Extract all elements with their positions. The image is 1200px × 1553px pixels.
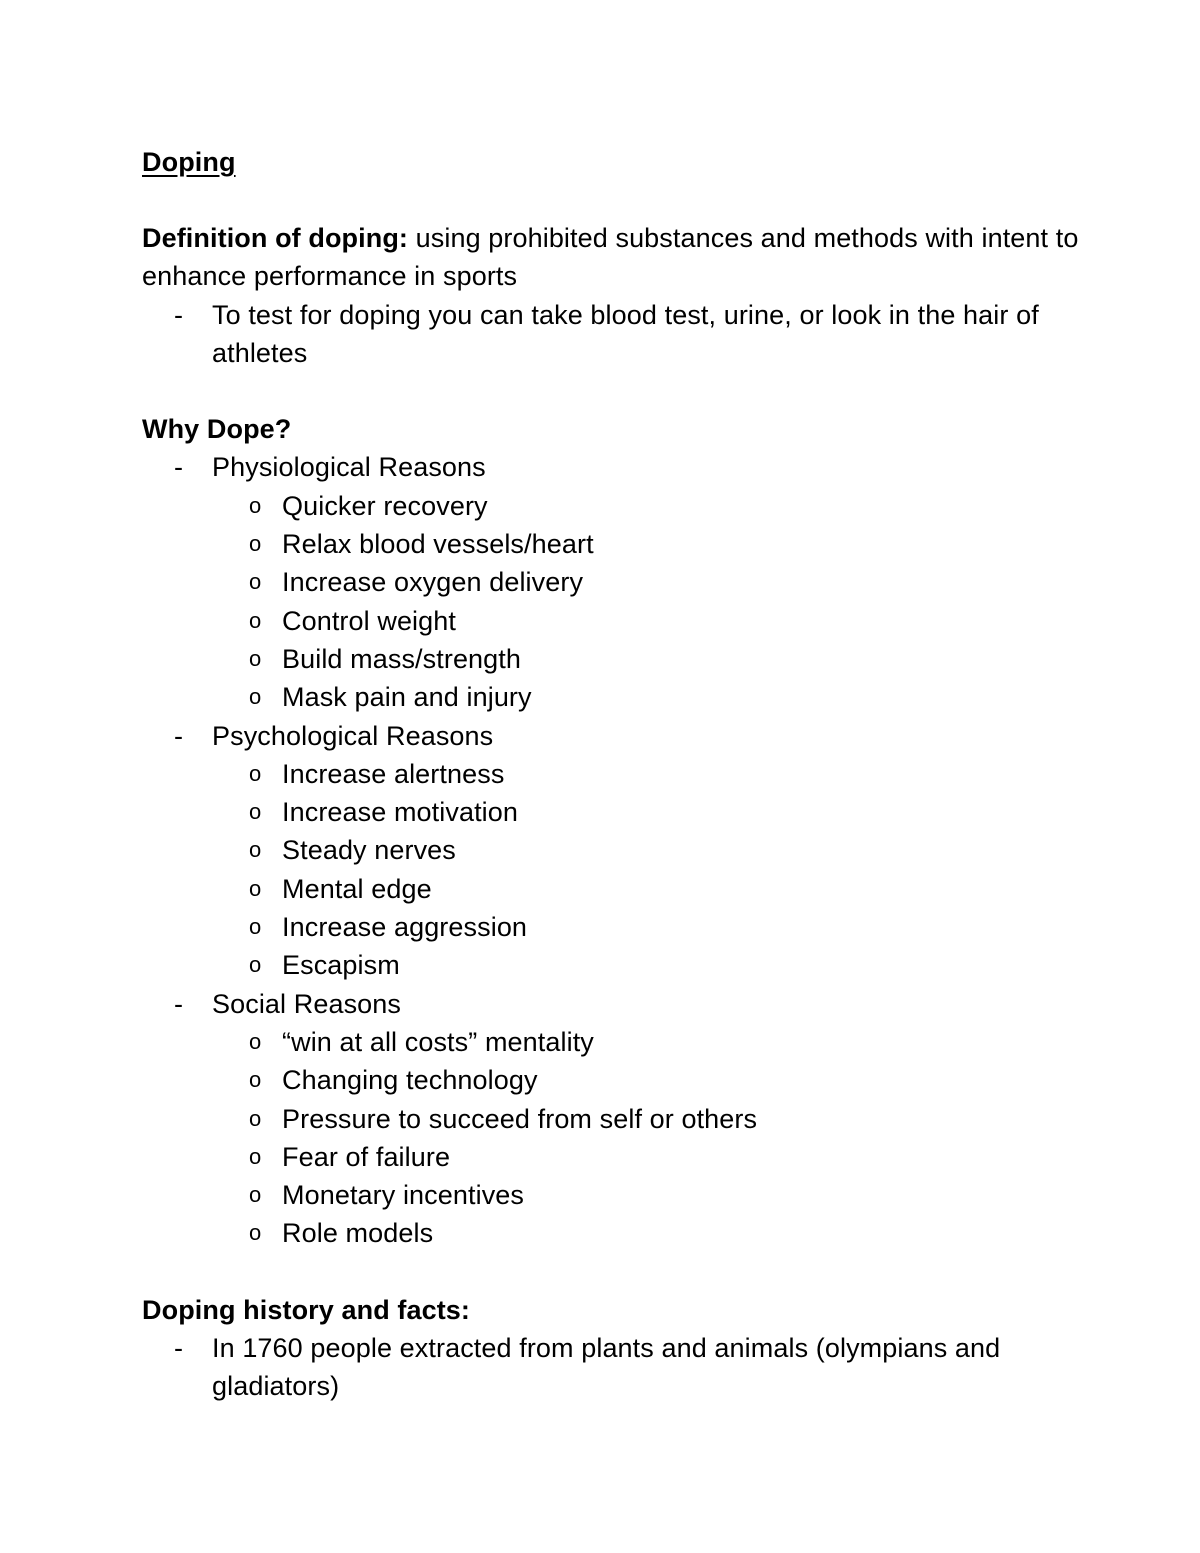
list-item (212, 755, 1082, 793)
list-item (212, 640, 1082, 678)
list-item (212, 1023, 1082, 1061)
group-items (212, 755, 1082, 985)
circle-marker: o (249, 569, 262, 595)
why-groups (142, 448, 1082, 1252)
group-label: Psychological Reasons (212, 720, 494, 751)
list-item-text: Mental edge (282, 873, 432, 904)
list-item (142, 296, 1082, 373)
definition-label: Definition of doping: (142, 223, 409, 253)
list-item (212, 1176, 1082, 1214)
circle-marker: o (249, 1182, 262, 1208)
list-item (212, 831, 1082, 869)
circle-marker: o (249, 1220, 262, 1246)
why-heading: Why Dope? (142, 414, 292, 445)
group-label: Physiological Reasons (212, 452, 486, 483)
list-item-text: Build mass/strength (282, 643, 522, 674)
list-item-text: Increase alertness (282, 758, 505, 789)
group-items (212, 1023, 1082, 1253)
list-item (212, 525, 1082, 563)
list-item-text: Increase oxygen delivery (282, 567, 584, 598)
list-item-text: Escapism (282, 950, 400, 981)
circle-marker: o (249, 684, 262, 710)
circle-marker: o (249, 492, 262, 518)
list-item-text: Role models (282, 1218, 434, 1249)
list-item-text: “win at all costs” mentality (282, 1026, 594, 1057)
group-psychological (142, 717, 1082, 985)
list-item (212, 487, 1082, 525)
group-label: Social Reasons (212, 988, 402, 1019)
list-item-text: Quicker recovery (282, 490, 488, 521)
list-item (212, 602, 1082, 640)
dash-marker: - (174, 452, 184, 483)
dash-marker: - (174, 988, 184, 1019)
circle-marker: o (249, 1105, 262, 1131)
list-item (212, 793, 1082, 831)
list-item (212, 1061, 1082, 1099)
list-item-text: Increase aggression (282, 912, 528, 943)
list-item (212, 1138, 1082, 1176)
list-item (212, 1100, 1082, 1138)
spacer (142, 372, 1082, 410)
dash-marker: - (174, 299, 184, 330)
circle-marker: o (249, 760, 262, 786)
list-item (212, 1214, 1082, 1252)
list-item-text: Fear of failure (282, 1141, 451, 1172)
list-item (142, 1329, 1082, 1406)
list-item-text: Control weight (282, 605, 456, 636)
group-social (142, 985, 1082, 1253)
list-item (212, 678, 1082, 716)
circle-marker: o (249, 607, 262, 633)
circle-marker: o (249, 799, 262, 825)
circle-marker: o (249, 1028, 262, 1054)
group-physiological (142, 448, 1082, 716)
list-item (212, 946, 1082, 984)
group-items (212, 487, 1082, 717)
definition-notes (142, 296, 1082, 373)
circle-marker: o (249, 1067, 262, 1093)
circle-marker: o (249, 1143, 262, 1169)
document-page (142, 143, 1082, 1406)
spacer (142, 181, 1082, 219)
list-item-text: In 1760 people extracted from plants and animals (olympians and gladiators) (212, 1333, 1001, 1402)
list-item-text: Monetary incentives (282, 1180, 525, 1211)
list-item-text: Steady nerves (282, 835, 456, 866)
history-items (142, 1329, 1082, 1406)
dash-marker: - (174, 1333, 184, 1364)
circle-marker: o (249, 952, 262, 978)
list-item-text: Mask pain and injury (282, 682, 532, 713)
history-heading: Doping history and facts: (142, 1294, 471, 1325)
list-item (212, 908, 1082, 946)
document-title: Doping (142, 147, 236, 177)
circle-marker: o (249, 914, 262, 940)
circle-marker: o (249, 875, 262, 901)
list-item-text: Changing technology (282, 1065, 538, 1096)
list-item (212, 563, 1082, 601)
list-item-text: Pressure to succeed from self or others (282, 1103, 758, 1134)
dash-marker: - (174, 720, 184, 751)
list-item-text: Relax blood vessels/heart (282, 529, 594, 560)
definition-text: using prohibited substances and methods with intent to enhance performance in sports (142, 223, 1079, 292)
spacer (142, 1253, 1082, 1291)
definition-paragraph (142, 219, 1082, 296)
list-item (212, 870, 1082, 908)
list-item-text: To test for doping you can take blood test, urine, or look in the hair of athletes (212, 299, 1039, 368)
circle-marker: o (249, 837, 262, 863)
list-item-text: Increase motivation (282, 797, 519, 828)
circle-marker: o (249, 531, 262, 557)
circle-marker: o (249, 645, 262, 671)
